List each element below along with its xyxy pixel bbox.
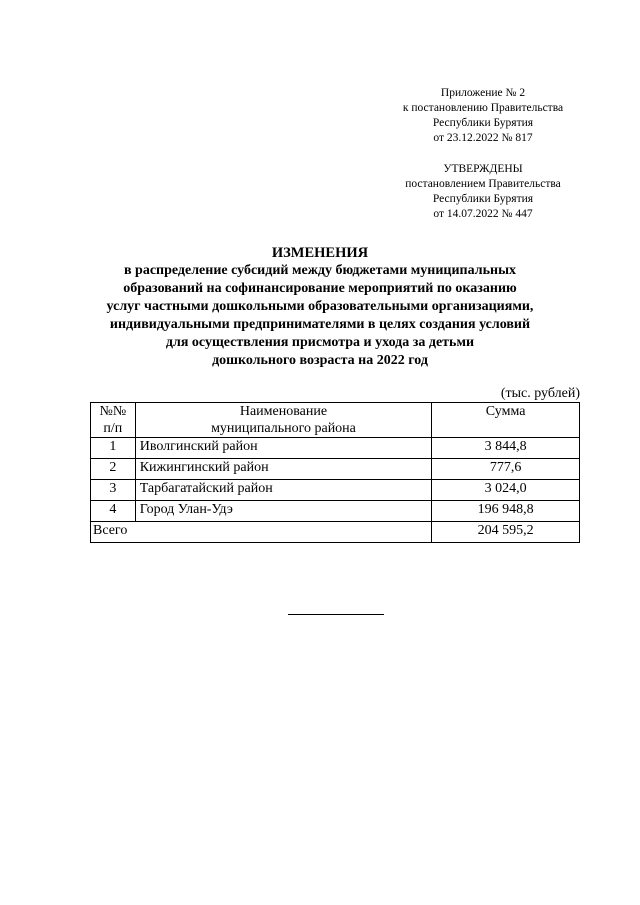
header-number-line-2: п/п xyxy=(103,421,123,436)
row-sum: 3 844,8 xyxy=(432,438,580,459)
document-title: ИЗМЕНЕНИЯ xyxy=(271,245,369,261)
header-number xyxy=(91,403,136,438)
row-sum: 777,6 xyxy=(432,459,580,480)
heading-line-5: для осуществления присмотра и ухода за детьми xyxy=(165,335,475,350)
header-name-line-2: муниципального района xyxy=(211,421,356,436)
header-name-line-1: Наименование xyxy=(239,404,328,419)
document-heading xyxy=(60,244,580,370)
approved-date-number: от 14.07.2022 № 447 xyxy=(433,208,533,220)
appendix-resolution-ref: к постановлению Правительства xyxy=(402,102,564,114)
approved-resolution-ref: постановлением Правительства xyxy=(405,178,561,190)
approved-republic: Республики Бурятия xyxy=(432,193,534,205)
row-sum: 3 024,0 xyxy=(432,480,580,501)
heading-line-1: в распределение субсидий между бюджетами муниципальных xyxy=(123,263,517,278)
row-number: 3 xyxy=(91,480,136,501)
closing-rule xyxy=(288,614,384,615)
row-district-name: Тарбагатайский район xyxy=(135,480,432,501)
header-name xyxy=(135,403,432,438)
heading-line-6: дошкольного возраста на 2022 год xyxy=(212,353,428,368)
total-label: Всего xyxy=(91,522,432,543)
heading-line-2: образований на софинансирование мероприятий по оказанию xyxy=(123,281,517,296)
table-row xyxy=(91,501,580,522)
appendix-block xyxy=(376,86,590,146)
table-row xyxy=(91,438,580,459)
row-number: 4 xyxy=(91,501,136,522)
total-sum: 204 595,2 xyxy=(432,522,580,543)
distribution-table xyxy=(90,402,580,543)
approved-label: УТВЕРЖДЕНЫ xyxy=(443,163,523,175)
row-district-name: Кижингинский район xyxy=(135,459,432,480)
heading-line-4: индивидуальными предпринимателями в целях создания условий xyxy=(109,317,531,332)
approved-block xyxy=(376,162,590,222)
table-header-row xyxy=(91,403,580,438)
appendix-republic: Республики Бурятия xyxy=(432,117,534,129)
header-sum: Сумма xyxy=(432,403,580,438)
units-label: (тыс. рублей) xyxy=(500,386,580,401)
row-number: 1 xyxy=(91,438,136,459)
appendix-number: Приложение № 2 xyxy=(440,87,526,99)
heading-line-3: услуг частными дошкольными образовательными организациями, xyxy=(106,299,534,314)
appendix-date-number: от 23.12.2022 № 817 xyxy=(433,132,533,144)
row-sum: 196 948,8 xyxy=(432,501,580,522)
row-number: 2 xyxy=(91,459,136,480)
table-total-row xyxy=(91,522,580,543)
row-district-name: Иволгинский район xyxy=(135,438,432,459)
header-number-line-1: №№ xyxy=(99,404,127,419)
row-district-name: Город Улан-Удэ xyxy=(135,501,432,522)
table-row xyxy=(91,480,580,501)
table-row xyxy=(91,459,580,480)
